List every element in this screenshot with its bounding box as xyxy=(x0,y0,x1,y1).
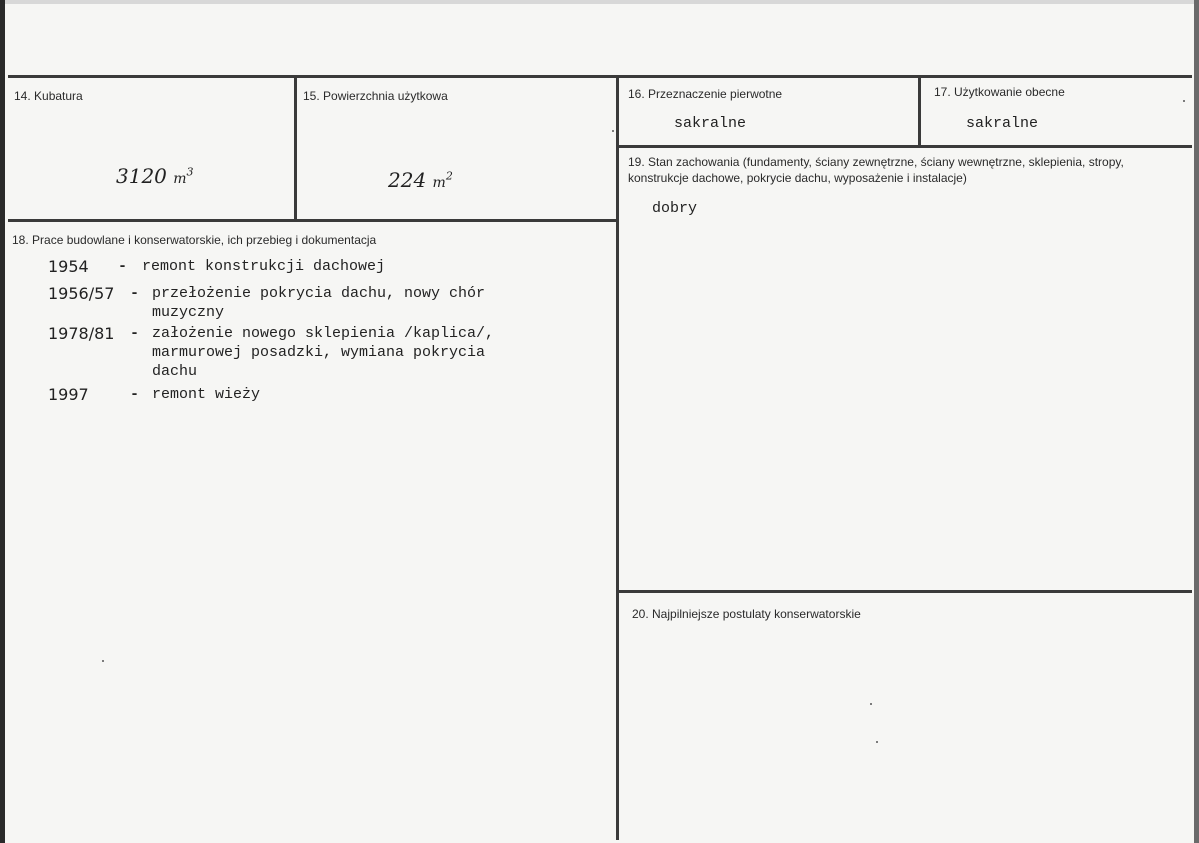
kubatura-unit-exp: 3 xyxy=(186,165,194,179)
divider-14-15 xyxy=(294,78,297,222)
powierzchnia-value xyxy=(388,168,453,192)
paper-speck xyxy=(1183,100,1185,102)
entry-year: 1956/57 xyxy=(48,284,115,303)
stan-zachowania-label: 19. Stan zachowania (fundamenty, ściany zewnętrzne, ściany wewnętrzne, sklepienia, stropy, konstrukcje dachowe, pokrycie dachu, wyposażenie i instalacje) xyxy=(628,155,1124,185)
rule-below-14-15 xyxy=(8,219,616,222)
entry-dash: - xyxy=(118,258,128,275)
kubatura-number: 3120 xyxy=(116,164,167,188)
powierzchnia-unit: m xyxy=(432,175,446,191)
paper-speck xyxy=(870,703,872,705)
card-left-edge xyxy=(0,0,5,843)
entry-dash: - xyxy=(130,285,140,302)
entry-dash: - xyxy=(130,386,140,403)
top-rule xyxy=(8,75,1192,78)
entry-year: 1978/81 xyxy=(48,324,115,343)
center-divider xyxy=(616,78,619,840)
powierzchnia-label: 15. Powierzchnia użytkowa xyxy=(303,89,448,103)
prace-label: 18. Prace budowlane i konserwatorskie, ich przebieg i dokumentacja xyxy=(12,233,377,247)
entry-text: remont wieży xyxy=(152,386,261,403)
kubatura-value xyxy=(116,164,194,188)
paper-speck xyxy=(102,660,104,662)
entry-text: remont konstrukcji dachowej xyxy=(142,258,386,275)
kubatura-unit: m xyxy=(173,171,187,187)
powierzchnia-number: 224 xyxy=(388,168,427,192)
entry-year: 1954 xyxy=(48,257,89,276)
paper-speck xyxy=(612,130,614,132)
powierzchnia-unit-exp: 2 xyxy=(445,169,453,183)
paper-speck xyxy=(876,741,878,743)
przeznaczenie-value: sakralne xyxy=(674,115,747,132)
entry-text: założenie nowego sklepienia /kaplica/, marmurowej posadzki, wymiana pokrycia dachu xyxy=(152,325,495,380)
divider-16-17 xyxy=(918,78,921,146)
uzytkowanie-label: 17. Użytkowanie obecne xyxy=(934,85,1065,99)
entry-dash: - xyxy=(130,325,140,342)
postulaty-label: 20. Najpilniejsze postulaty konserwatorskie xyxy=(632,607,861,621)
entry-year: 1997 xyxy=(48,385,89,404)
card-right-edge xyxy=(1194,0,1199,843)
stan-zachowania-value: dobry xyxy=(652,200,698,217)
rule-above-20 xyxy=(617,590,1192,593)
uzytkowanie-value: sakralne xyxy=(966,115,1039,132)
entry-text: przełożenie pokrycia dachu, nowy chór muzyczny xyxy=(152,285,486,321)
przeznaczenie-label: 16. Przeznaczenie pierwotne xyxy=(628,87,783,101)
kubatura-label: 14. Kubatura xyxy=(14,89,83,103)
card-top-edge xyxy=(0,0,1199,4)
rule-below-16-17 xyxy=(617,145,1192,148)
